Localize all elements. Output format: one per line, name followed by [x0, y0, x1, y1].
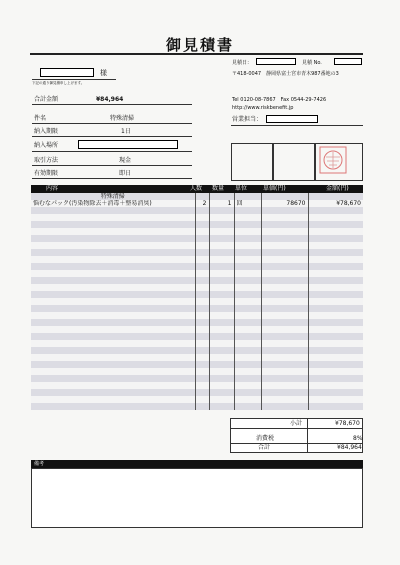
- table-cell: [31, 284, 195, 291]
- tax-value: 8%: [353, 435, 363, 442]
- table-cell: [234, 235, 261, 242]
- group-title: 特殊清掃: [31, 193, 195, 200]
- notes-box: [31, 468, 363, 528]
- table-cell: [195, 389, 209, 396]
- table-cell: [234, 347, 261, 354]
- table-cell: [209, 263, 234, 270]
- table-cell: [31, 333, 195, 340]
- table-cell: [234, 298, 261, 305]
- table-row: [31, 249, 363, 256]
- summary-label-deadline: 納入期限: [34, 128, 59, 135]
- summary-label-location: 納入場所: [34, 142, 59, 149]
- table-cell: [31, 319, 195, 326]
- table-cell: [234, 403, 261, 410]
- table-cell: [31, 340, 195, 347]
- summary-line-2: [32, 136, 192, 137]
- table-cell: [308, 249, 363, 256]
- header-description: 内容: [46, 185, 59, 192]
- table-cell: [261, 298, 308, 305]
- table-cell: [31, 312, 195, 319]
- table-row: [31, 284, 363, 291]
- estimate-date-redaction: [256, 58, 296, 65]
- table-cell: [308, 235, 363, 242]
- table-cell: [308, 277, 363, 284]
- table-cell: [195, 340, 209, 347]
- table-cell: [308, 284, 363, 291]
- estimate-no-label: 見積 No.: [302, 60, 322, 66]
- table-cell: [209, 291, 234, 298]
- table-cell: [31, 235, 195, 242]
- table-cell: [261, 270, 308, 277]
- table-cell: [308, 403, 363, 410]
- table-cell: [209, 228, 234, 235]
- table-cell: [261, 291, 308, 298]
- table-cell: [308, 333, 363, 340]
- table-cell: [195, 270, 209, 277]
- stamp-box-middle: [273, 143, 315, 181]
- table-cell: [261, 347, 308, 354]
- table-cell: [209, 354, 234, 361]
- grand-total-value: ¥84,964: [337, 444, 362, 451]
- table-cell: [195, 333, 209, 340]
- table-cell: [261, 256, 308, 263]
- table-cell: [31, 326, 195, 333]
- table-cell: [209, 270, 234, 277]
- table-cell: [31, 361, 195, 368]
- table-cell: [308, 382, 363, 389]
- table-cell: [261, 207, 308, 214]
- header-people: 人数: [190, 185, 203, 192]
- recipient-note: 下記の通り御見積申し上げます。: [32, 81, 85, 85]
- sales-rep-underline: [231, 125, 363, 126]
- table-cell: [31, 382, 195, 389]
- stamp-box-left: [231, 143, 273, 181]
- table-row: [31, 270, 363, 277]
- table-cell: [308, 291, 363, 298]
- table-cell: [209, 319, 234, 326]
- table-row: [31, 277, 363, 284]
- table-row: [31, 382, 363, 389]
- table-cell: [308, 256, 363, 263]
- table-cell: [195, 326, 209, 333]
- header-unit-price: 単価(円): [263, 185, 286, 192]
- table-cell: [209, 347, 234, 354]
- table-cell: [308, 319, 363, 326]
- summary-line-1: [32, 123, 192, 124]
- table-cell: [31, 270, 195, 277]
- group-title-cell: [308, 193, 363, 200]
- table-cell: [31, 277, 195, 284]
- table-cell: [261, 333, 308, 340]
- table-row: [31, 396, 363, 403]
- totals-divider: [307, 418, 308, 453]
- header-unit: 単位: [235, 185, 248, 192]
- table-cell: [234, 375, 261, 382]
- subtotal-value: ¥78,670: [335, 420, 360, 427]
- table-cell: [308, 263, 363, 270]
- table-cell: [195, 375, 209, 382]
- table-row: [31, 403, 363, 410]
- table-cell: [261, 312, 308, 319]
- summary-label-payment: 取引方法: [34, 157, 59, 164]
- table-row: [31, 207, 363, 214]
- table-row: [31, 291, 363, 298]
- header-amount: 金額(円): [326, 185, 349, 192]
- table-row: [31, 235, 363, 242]
- table-row: [31, 326, 363, 333]
- recipient-honorific: 様: [100, 69, 107, 77]
- table-row: [31, 200, 363, 207]
- table-row: [31, 319, 363, 326]
- table-cell: [31, 354, 195, 361]
- table-row: [31, 368, 363, 375]
- table-cell: [209, 396, 234, 403]
- table-cell: [234, 389, 261, 396]
- table-row: [31, 221, 363, 228]
- table-cell: [234, 333, 261, 340]
- table-cell: [209, 326, 234, 333]
- table-cell: [261, 361, 308, 368]
- table-cell: [195, 249, 209, 256]
- table-cell: [209, 207, 234, 214]
- table-cell: [209, 284, 234, 291]
- table-cell: [234, 214, 261, 221]
- total-amount-value: ¥84,964: [96, 96, 124, 103]
- table-cell: [234, 284, 261, 291]
- table-cell: [234, 270, 261, 277]
- table-cell: [308, 270, 363, 277]
- table-row: [31, 361, 363, 368]
- table-cell: [31, 305, 195, 312]
- table-cell: [31, 375, 195, 382]
- table-cell: [261, 235, 308, 242]
- company-seal-icon: [318, 145, 348, 175]
- table-row: [31, 375, 363, 382]
- company-url: http://www.riskbenefit.jp: [232, 105, 294, 111]
- table-cell: [234, 319, 261, 326]
- summary-value-payment: 現金: [119, 157, 132, 164]
- page-title: 御見積書: [165, 36, 234, 54]
- group-title-cell: [234, 193, 261, 200]
- table-cell: [31, 403, 195, 410]
- table-cell: [209, 361, 234, 368]
- table-cell: [308, 228, 363, 235]
- totals-line-1: [230, 428, 363, 429]
- table-cell: [195, 214, 209, 221]
- table-row: [31, 389, 363, 396]
- item-people: 2: [195, 200, 209, 207]
- table-cell: [308, 347, 363, 354]
- table-row: [31, 354, 363, 361]
- table-cell: [261, 396, 308, 403]
- recipient-name-redaction: [40, 68, 94, 77]
- table-cell: [308, 326, 363, 333]
- table-cell: [195, 347, 209, 354]
- table-cell: [195, 242, 209, 249]
- summary-label-subject: 件名: [34, 115, 47, 122]
- table-row: [31, 256, 363, 263]
- table-cell: [209, 249, 234, 256]
- table-cell: [195, 221, 209, 228]
- sales-rep-redaction: [266, 115, 318, 123]
- title-underline: [30, 53, 363, 55]
- table-cell: [195, 396, 209, 403]
- table-cell: [209, 256, 234, 263]
- table-row: [31, 263, 363, 270]
- table-cell: [234, 242, 261, 249]
- item-amount: ¥78,670: [308, 200, 363, 207]
- summary-line-5: [32, 178, 192, 179]
- table-cell: [209, 333, 234, 340]
- table-cell: [234, 249, 261, 256]
- table-cell: [195, 256, 209, 263]
- table-row: [31, 347, 363, 354]
- table-cell: [234, 305, 261, 312]
- table-cell: [195, 305, 209, 312]
- table-cell: [195, 235, 209, 242]
- table-cell: [31, 291, 195, 298]
- table-cell: [261, 340, 308, 347]
- table-cell: [308, 368, 363, 375]
- table-cell: [195, 291, 209, 298]
- table-cell: [209, 382, 234, 389]
- table-row: [31, 214, 363, 221]
- item-quantity: 1: [209, 200, 234, 207]
- table-cell: [261, 263, 308, 270]
- table-cell: [308, 396, 363, 403]
- table-cell: [234, 277, 261, 284]
- table-cell: [308, 305, 363, 312]
- table-cell: [234, 256, 261, 263]
- table-cell: [195, 382, 209, 389]
- table-cell: [209, 214, 234, 221]
- table-cell: [234, 221, 261, 228]
- table-cell: [261, 228, 308, 235]
- company-tel: Tel 0120-08-7867 Fax 0544-29-7426: [232, 97, 327, 103]
- table-cell: [195, 361, 209, 368]
- table-cell: [209, 403, 234, 410]
- sales-rep-label: 営業担当：: [232, 116, 263, 123]
- table-cell: [308, 214, 363, 221]
- summary-value-deadline: 1日: [121, 128, 131, 135]
- table-row: [31, 228, 363, 235]
- table-cell: [195, 312, 209, 319]
- table-cell: [234, 340, 261, 347]
- table-cell: [234, 263, 261, 270]
- table-cell: [209, 368, 234, 375]
- summary-line-4: [32, 165, 192, 166]
- table-cell: [31, 389, 195, 396]
- table-cell: [31, 256, 195, 263]
- table-cell: [261, 305, 308, 312]
- table-cell: [261, 242, 308, 249]
- table-cell: [308, 389, 363, 396]
- table-cell: [308, 312, 363, 319]
- estimate-no-redaction: [334, 58, 362, 65]
- table-row: [31, 312, 363, 319]
- total-amount-label: 合計金額: [34, 96, 59, 103]
- table-cell: [31, 347, 195, 354]
- table-cell: [209, 375, 234, 382]
- table-cell: [31, 368, 195, 375]
- table-cell: [209, 235, 234, 242]
- item-unit-price: 78670: [261, 200, 308, 207]
- table-row: [31, 298, 363, 305]
- items-table: [31, 193, 363, 410]
- table-cell: [234, 361, 261, 368]
- table-cell: [195, 228, 209, 235]
- table-cell: [234, 207, 261, 214]
- table-cell: [308, 361, 363, 368]
- table-cell: [261, 326, 308, 333]
- subtotal-label: 小計: [290, 420, 303, 427]
- table-cell: [261, 249, 308, 256]
- table-cell: [234, 291, 261, 298]
- table-cell: [31, 242, 195, 249]
- recipient-underline: [32, 79, 116, 80]
- table-cell: [195, 319, 209, 326]
- table-cell: [195, 263, 209, 270]
- table-cell: [31, 207, 195, 214]
- table-cell: [261, 403, 308, 410]
- table-cell: [308, 354, 363, 361]
- table-cell: [261, 319, 308, 326]
- table-cell: [261, 382, 308, 389]
- table-cell: [195, 403, 209, 410]
- table-cell: [308, 298, 363, 305]
- location-redaction: [78, 140, 178, 149]
- table-cell: [195, 354, 209, 361]
- table-cell: [31, 214, 195, 221]
- table-cell: [308, 207, 363, 214]
- item-unit: 回: [234, 200, 261, 207]
- table-cell: [261, 221, 308, 228]
- group-title-cell: [195, 193, 209, 200]
- table-cell: [261, 277, 308, 284]
- table-row: [31, 193, 363, 200]
- table-cell: [195, 277, 209, 284]
- table-cell: [308, 375, 363, 382]
- table-cell: [261, 354, 308, 361]
- table-cell: [261, 214, 308, 221]
- table-cell: [195, 368, 209, 375]
- notes-label: 備考: [34, 461, 45, 467]
- table-cell: [31, 298, 195, 305]
- table-cell: [31, 221, 195, 228]
- summary-line-3: [32, 151, 192, 152]
- summary-value-subject: 特殊清掃: [110, 115, 135, 122]
- table-cell: [234, 354, 261, 361]
- estimate-date-label: 見積日：: [232, 60, 253, 66]
- table-cell: [195, 284, 209, 291]
- table-cell: [31, 396, 195, 403]
- table-cell: [234, 382, 261, 389]
- table-cell: [261, 389, 308, 396]
- table-row: [31, 333, 363, 340]
- table-cell: [31, 249, 195, 256]
- notes-header: [31, 460, 363, 468]
- table-cell: [195, 298, 209, 305]
- table-cell: [234, 326, 261, 333]
- table-cell: [209, 277, 234, 284]
- summary-value-validity: 即日: [119, 170, 132, 177]
- header-quantity: 数量: [212, 185, 225, 192]
- total-underline: [32, 104, 192, 105]
- tax-label: 消費税: [256, 435, 275, 442]
- table-cell: [209, 312, 234, 319]
- table-cell: [234, 312, 261, 319]
- table-cell: [209, 221, 234, 228]
- table-cell: [209, 298, 234, 305]
- table-cell: [234, 396, 261, 403]
- item-description: 悩むなパック(汚染物除去＋消毒＋整易消臭): [31, 200, 195, 207]
- table-cell: [209, 305, 234, 312]
- table-cell: [261, 284, 308, 291]
- table-row: [31, 305, 363, 312]
- group-title-cell: [209, 193, 234, 200]
- table-row: [31, 242, 363, 249]
- table-cell: [195, 207, 209, 214]
- table-cell: [31, 228, 195, 235]
- company-address: 〒418-0047 静岡県富士宮市青木987番地の3: [232, 71, 339, 77]
- table-cell: [261, 368, 308, 375]
- table-cell: [234, 228, 261, 235]
- table-cell: [209, 242, 234, 249]
- table-cell: [308, 221, 363, 228]
- summary-label-validity: 有効期限: [34, 170, 59, 177]
- table-cell: [234, 368, 261, 375]
- table-cell: [308, 340, 363, 347]
- table-row: [31, 340, 363, 347]
- group-title-cell: [261, 193, 308, 200]
- table-cell: [261, 375, 308, 382]
- table-cell: [209, 340, 234, 347]
- table-cell: [31, 263, 195, 270]
- table-cell: [308, 242, 363, 249]
- grand-total-label: 合計: [258, 444, 271, 451]
- table-cell: [209, 389, 234, 396]
